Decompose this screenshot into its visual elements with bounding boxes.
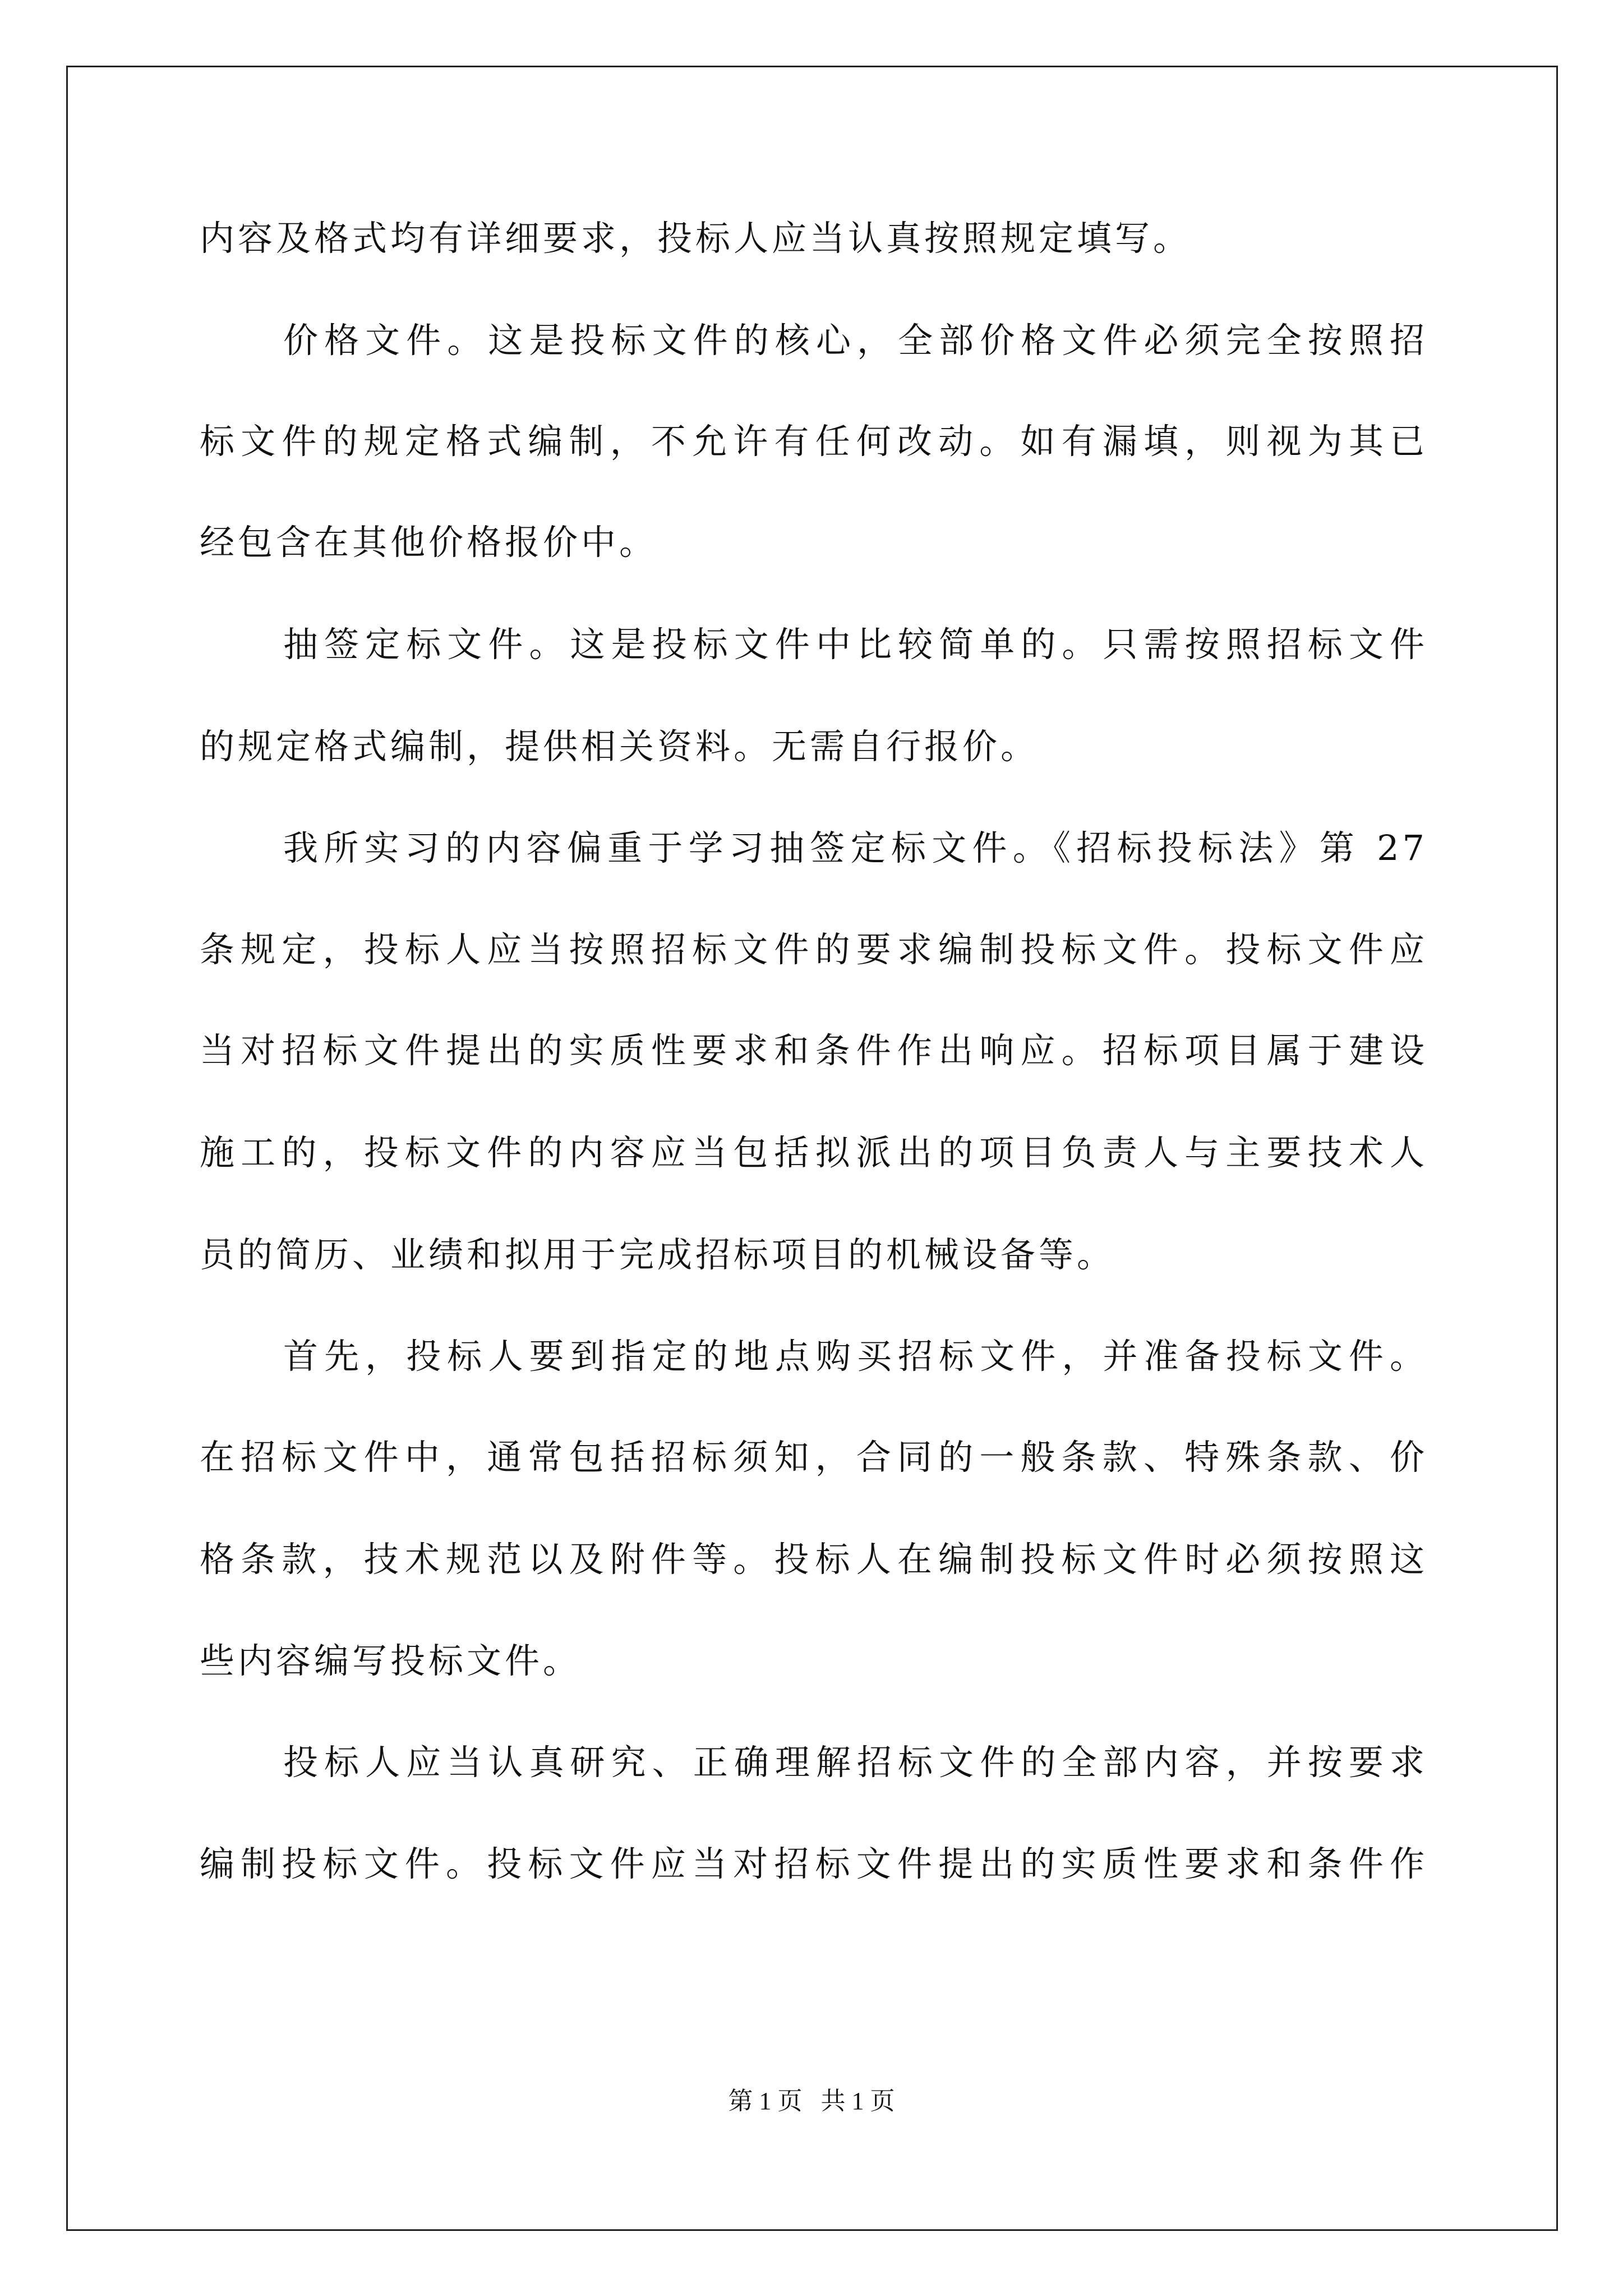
text-line: 经包含在其他价格报价中。 [200, 522, 658, 563]
text-line: 抽签定标文件。这是投标文件中比较简单的。只需按照招标文件 [283, 624, 1428, 665]
text-line: 格条款，技术规范以及附件等。投标人在编制投标文件时必须按照这 [200, 1539, 1428, 1580]
text-line: 员的简历、业绩和拟用于完成招标项目的机械设备等。 [200, 1234, 1115, 1275]
text-line: 条规定，投标人应当按照招标文件的要求编制投标文件。投标文件应 [200, 929, 1428, 970]
text-line: 投标人应当认真研究、正确理解招标文件的全部内容，并按要求 [283, 1742, 1428, 1783]
text-line: 在招标文件中，通常包括招标须知，合同的一般条款、特殊条款、价 [200, 1437, 1428, 1478]
text-line: 些内容编写投标文件。 [200, 1640, 582, 1681]
page-footer [0, 2086, 1623, 2117]
text-line: 当对招标文件提出的实质性要求和条件作出响应。招标项目属于建设 [200, 1030, 1428, 1071]
text-line: 编制投标文件。投标文件应当对招标文件提出的实质性要求和条件作 [200, 1843, 1428, 1884]
page-number: 第 1 页 [728, 2087, 803, 2115]
text-line: 我所实习的内容偏重于学习抽签定标文件。《招标投标法》第 27 [283, 827, 1428, 868]
text-line: 施工的，投标文件的内容应当包括拟派出的项目负责人与主要技术人 [200, 1132, 1428, 1173]
text-line: 内容及格式均有详细要求，投标人应当认真按照规定填写。 [200, 218, 1192, 259]
text-line: 首先，投标人要到指定的地点购买招标文件，并准备投标文件。 [283, 1336, 1428, 1377]
text-line: 价格文件。这是投标文件的核心，全部价格文件必须完全按照招 [283, 320, 1428, 361]
text-line: 的规定格式编制，提供相关资料。无需自行报价。 [200, 726, 1039, 767]
page-total: 共 1 页 [820, 2087, 895, 2115]
text-line: 标文件的规定格式编制，不允许有任何改动。如有漏填，则视为其已 [200, 421, 1428, 462]
